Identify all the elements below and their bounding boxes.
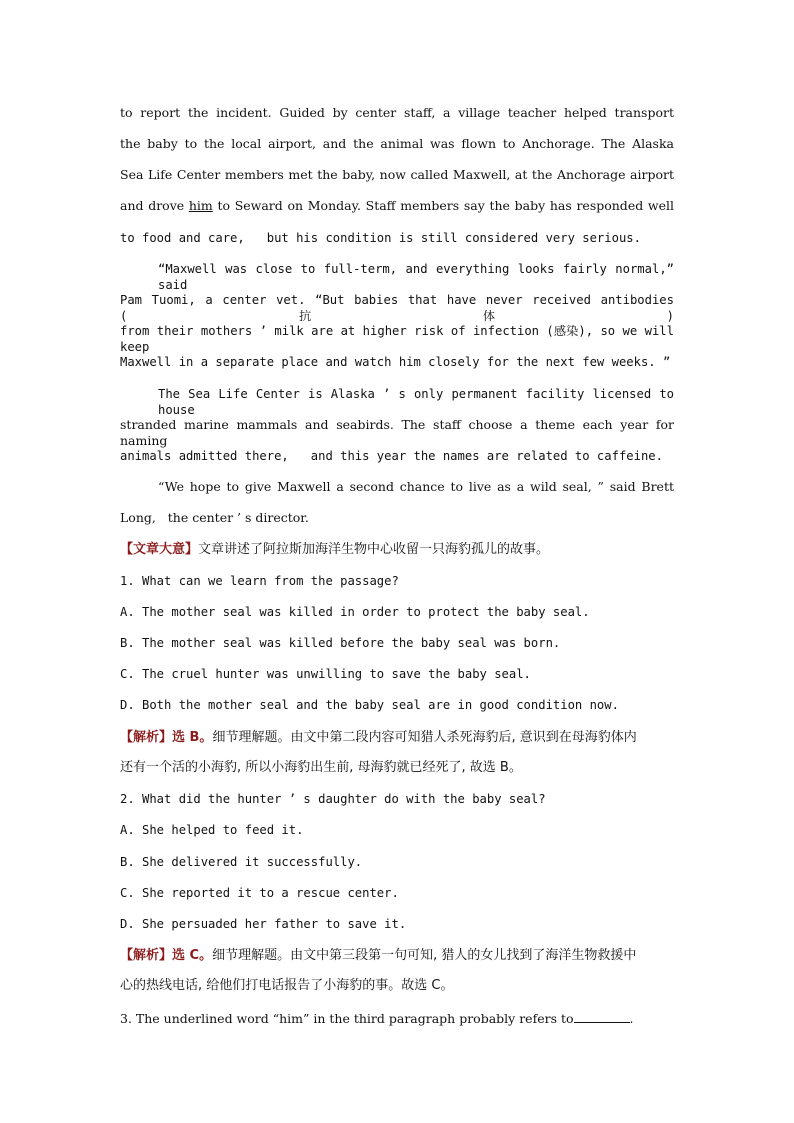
passage-line: Maxwell in a separate place and watch him closely for the next few weeks. ” xyxy=(120,355,671,369)
q2-analysis-cont: 心的热线电话, 给他们打电话报告了小海豹的事。故选 C。 xyxy=(120,978,454,993)
passage-text: and drove xyxy=(120,198,189,213)
analysis-tag: 【解析】选 B。 xyxy=(120,730,213,745)
summary xyxy=(120,541,549,558)
passage-line: the baby to the local airport, and the animal was flown to Anchorage. The Alaska xyxy=(120,136,674,151)
passage-line: “We hope to give Maxwell a second chance to live as a wild seal, ” said Brett xyxy=(158,479,674,494)
passage-line: Sea Life Center members met the baby, now called Maxwell, at the Anchorage airport xyxy=(120,167,674,182)
passage-line: Long, the center ’ s director. xyxy=(120,510,309,525)
analysis-text: 细节理解题。由文中第三段第一句可知, 猎人的女儿找到了海洋生物救援中 xyxy=(212,948,637,963)
q2-option-d: D. She persuaded her father to save it. xyxy=(120,917,407,931)
answer-blank xyxy=(574,1010,630,1023)
q1-option-b: B. The mother seal was killed before the baby seal was born. xyxy=(120,636,561,650)
q2-option-a: A. She helped to feed it. xyxy=(120,823,304,837)
question-2: 2. What did the hunter ’ s daughter do with the baby seal? xyxy=(120,792,546,806)
passage-line: Pam Tuomi, a center vet. “But babies that have never received antibodies (抗体) xyxy=(120,293,674,323)
underlined-word: him xyxy=(188,198,213,213)
passage-line: stranded marine mammals and seabirds. The staff choose a theme each year for naming xyxy=(120,417,674,448)
analysis-text: 细节理解题。由文中第二段内容可知猎人杀死海豹后, 意识到在母海豹体内 xyxy=(212,730,637,745)
question-3-text: 3. The underlined word “him” in the third paragraph probably refers to xyxy=(120,1011,574,1026)
q2-analysis xyxy=(120,947,636,964)
passage-line xyxy=(120,198,674,214)
question-3 xyxy=(120,1010,634,1027)
summary-tag: 【文章大意】 xyxy=(120,542,199,557)
q1-option-a: A. The mother seal was killed in order to protect the baby seal. xyxy=(120,605,590,619)
passage-line: from their mothers ’ milk are at higher risk of infection (感染), so we will keep xyxy=(120,324,674,354)
q1-option-c: C. The cruel hunter was unwilling to save the baby seal. xyxy=(120,667,531,681)
question-3-end: . xyxy=(629,1011,634,1026)
passage-line: to report the incident. Guided by center staff, a village teacher helped transport xyxy=(120,105,674,120)
q2-option-b: B. She delivered it successfully. xyxy=(120,855,363,869)
q1-analysis xyxy=(120,729,637,746)
summary-text: 文章讲述了阿拉斯加海洋生物中心收留一只海豹孤儿的故事。 xyxy=(198,542,550,557)
passage-text: to Seward on Monday. Staff members say the baby has responded well xyxy=(212,198,674,213)
passage-line: “Maxwell was close to full-term, and everything looks fairly normal,” said xyxy=(158,262,674,292)
passage-line: The Sea Life Center is Alaska ’ s only permanent facility licensed to house xyxy=(158,387,674,417)
q1-analysis-cont: 还有一个活的小海豹, 所以小海豹出生前, 母海豹就已经死了, 故选 B。 xyxy=(120,760,522,775)
question-1: 1. What can we learn from the passage? xyxy=(120,574,399,588)
passage-line: animals admitted there, and this year the names are related to caffeine. xyxy=(120,449,663,463)
q1-option-d: D. Both the mother seal and the baby seal are in good condition now. xyxy=(120,698,619,712)
passage-line: to food and care, but his condition is still considered very serious. xyxy=(120,231,641,245)
q2-option-c: C. She reported it to a rescue center. xyxy=(120,886,399,900)
analysis-tag: 【解析】选 C。 xyxy=(120,948,213,963)
